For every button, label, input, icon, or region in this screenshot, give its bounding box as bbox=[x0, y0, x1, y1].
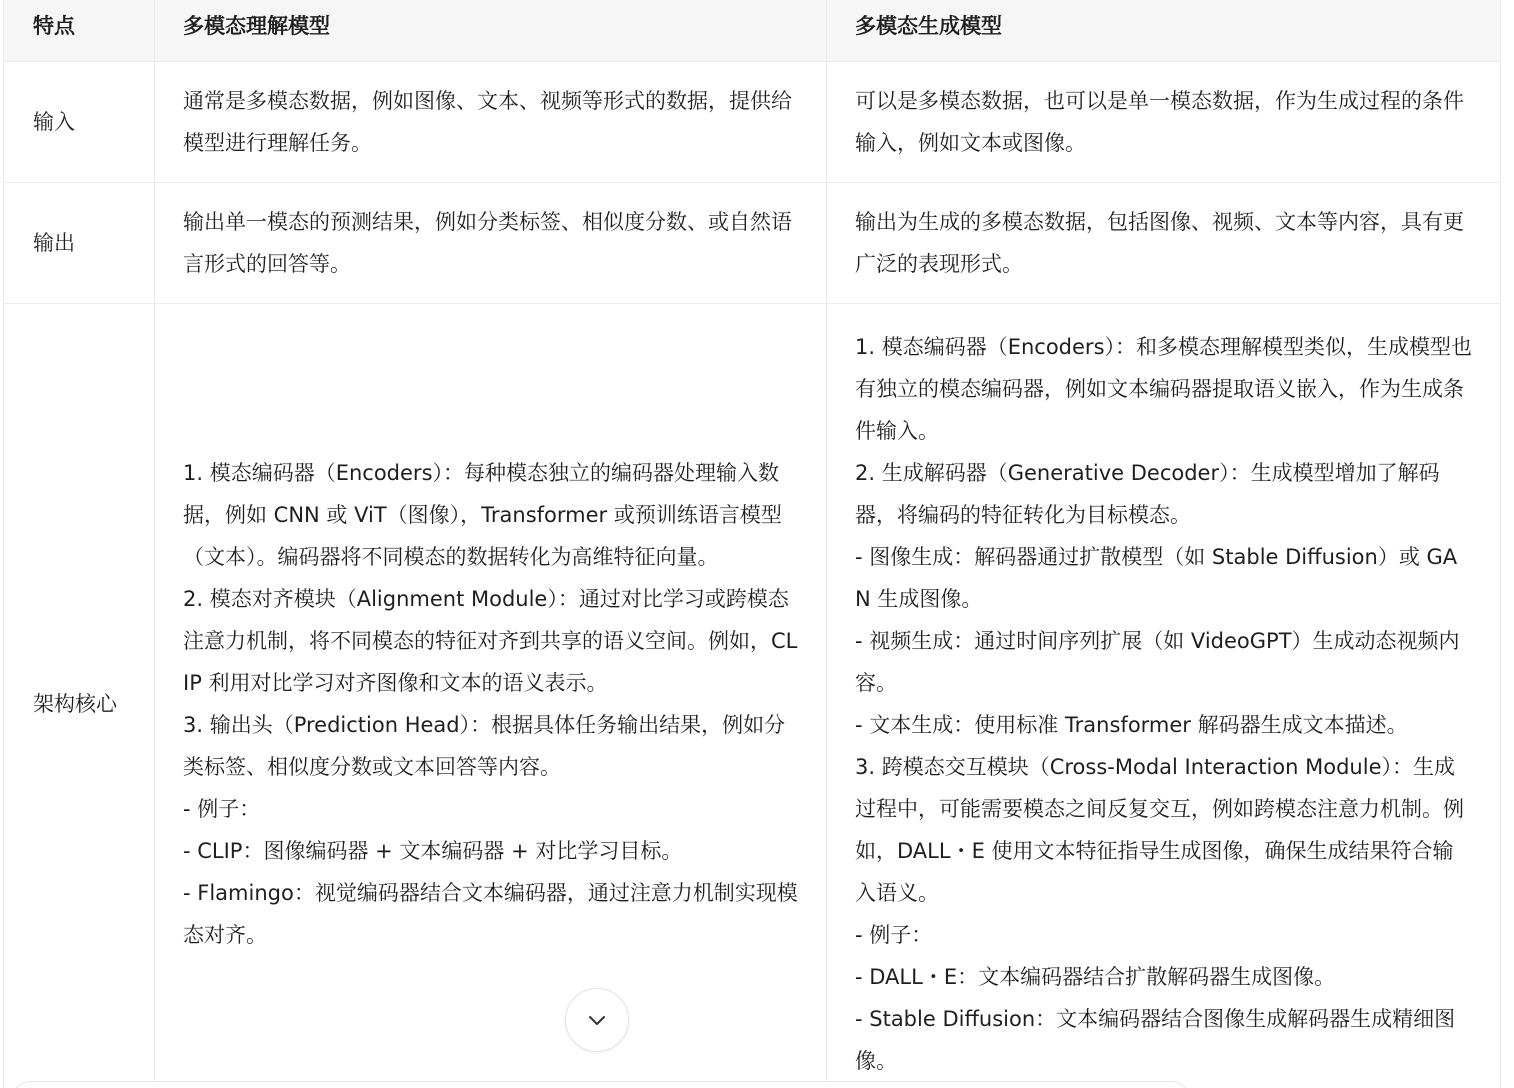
row-feature-output: 输出 bbox=[4, 183, 155, 304]
cell-input-understanding bbox=[155, 62, 827, 183]
cell-line: - Stable Diffusion：文本编码器结合图像生成解码器生成精细图像。 bbox=[855, 1007, 1456, 1073]
message-composer[interactable] bbox=[10, 1081, 1192, 1088]
header-feature: 特点 bbox=[4, 0, 155, 62]
table-row bbox=[4, 62, 1501, 183]
scroll-to-bottom-button[interactable] bbox=[565, 988, 629, 1052]
table-header-row bbox=[4, 0, 1501, 62]
cell-input-generation bbox=[827, 62, 1501, 183]
chevron-down-icon bbox=[585, 1008, 609, 1032]
cell-line: 2. 模态对齐模块（Alignment Module）：通过对比学习或跨模态注意力机制，将不同模态的特征对齐到共享的语义空间。例如，CLIP 利用对比学习对齐图像和文本的语义表示。 bbox=[183, 587, 798, 695]
cell-line: - CLIP：图像编码器 + 文本编码器 + 对比学习目标。 bbox=[183, 839, 683, 863]
cell-architecture-understanding bbox=[155, 304, 827, 1088]
cell-line: 输出为生成的多模态数据，包括图像、视频、文本等内容，具有更广泛的表现形式。 bbox=[855, 210, 1464, 276]
header-generation-model: 多模态生成模型 bbox=[827, 0, 1501, 62]
comparison-table bbox=[3, 0, 1501, 1088]
cell-line: - 例子： bbox=[855, 923, 933, 947]
cell-output-generation bbox=[827, 183, 1501, 304]
cell-line: 1. 模态编码器（Encoders）：每种模态独立的编码器处理输入数据，例如 CNN 或 ViT（图像），Transformer 或预训练语言模型（文本）。编码器将不同模态的数据转化为高维特征向量。 bbox=[183, 461, 782, 569]
header-understanding-model: 多模态理解模型 bbox=[155, 0, 827, 62]
cell-line: 2. 生成解码器（Generative Decoder）：生成模型增加了解码器，将编码的特征转化为目标模态。 bbox=[855, 461, 1440, 527]
cell-line: - 视频生成：通过时间序列扩展（如 VideoGPT）生成动态视频内容。 bbox=[855, 629, 1460, 695]
cell-line: - DALL・E：文本编码器结合扩散解码器生成图像。 bbox=[855, 965, 1336, 989]
cell-line: 输出单一模态的预测结果，例如分类标签、相似度分数、或自然语言形式的回答等。 bbox=[183, 210, 792, 276]
cell-output-understanding bbox=[155, 183, 827, 304]
cell-line: - Flamingo：视觉编码器结合文本编码器，通过注意力机制实现模态对齐。 bbox=[183, 881, 798, 947]
cell-line: 3. 跨模态交互模块（Cross-Modal Interaction Module）：生成过程中，可能需要模态之间反复交互，例如跨模态注意力机制。例如，DALL・E 使用文本特征指导生成图像，确保生成结果符合输入语义。 bbox=[855, 755, 1464, 905]
cell-architecture-generation bbox=[827, 304, 1501, 1088]
table-row bbox=[4, 304, 1501, 1088]
cell-line: - 例子： bbox=[183, 797, 261, 821]
cell-line: - 文本生成：使用标准 Transformer 解码器生成文本描述。 bbox=[855, 713, 1408, 737]
cell-line: 1. 模态编码器（Encoders）：和多模态理解模型类似，生成模型也有独立的模态编码器，例如文本编码器提取语义嵌入，作为生成条件输入。 bbox=[855, 335, 1473, 443]
cell-line: 可以是多模态数据，也可以是单一模态数据，作为生成过程的条件输入，例如文本或图像。 bbox=[855, 89, 1464, 155]
cell-line: 通常是多模态数据，例如图像、文本、视频等形式的数据，提供给模型进行理解任务。 bbox=[183, 89, 792, 155]
row-feature-architecture: 架构核心 bbox=[4, 304, 155, 1088]
table-row bbox=[4, 183, 1501, 304]
row-feature-input: 输入 bbox=[4, 62, 155, 183]
cell-line: 3. 输出头（Prediction Head）：根据具体任务输出结果，例如分类标签、相似度分数或文本回答等内容。 bbox=[183, 713, 786, 779]
cell-line: - 图像生成：解码器通过扩散模型（如 Stable Diffusion）或 GAN 生成图像。 bbox=[855, 545, 1458, 611]
